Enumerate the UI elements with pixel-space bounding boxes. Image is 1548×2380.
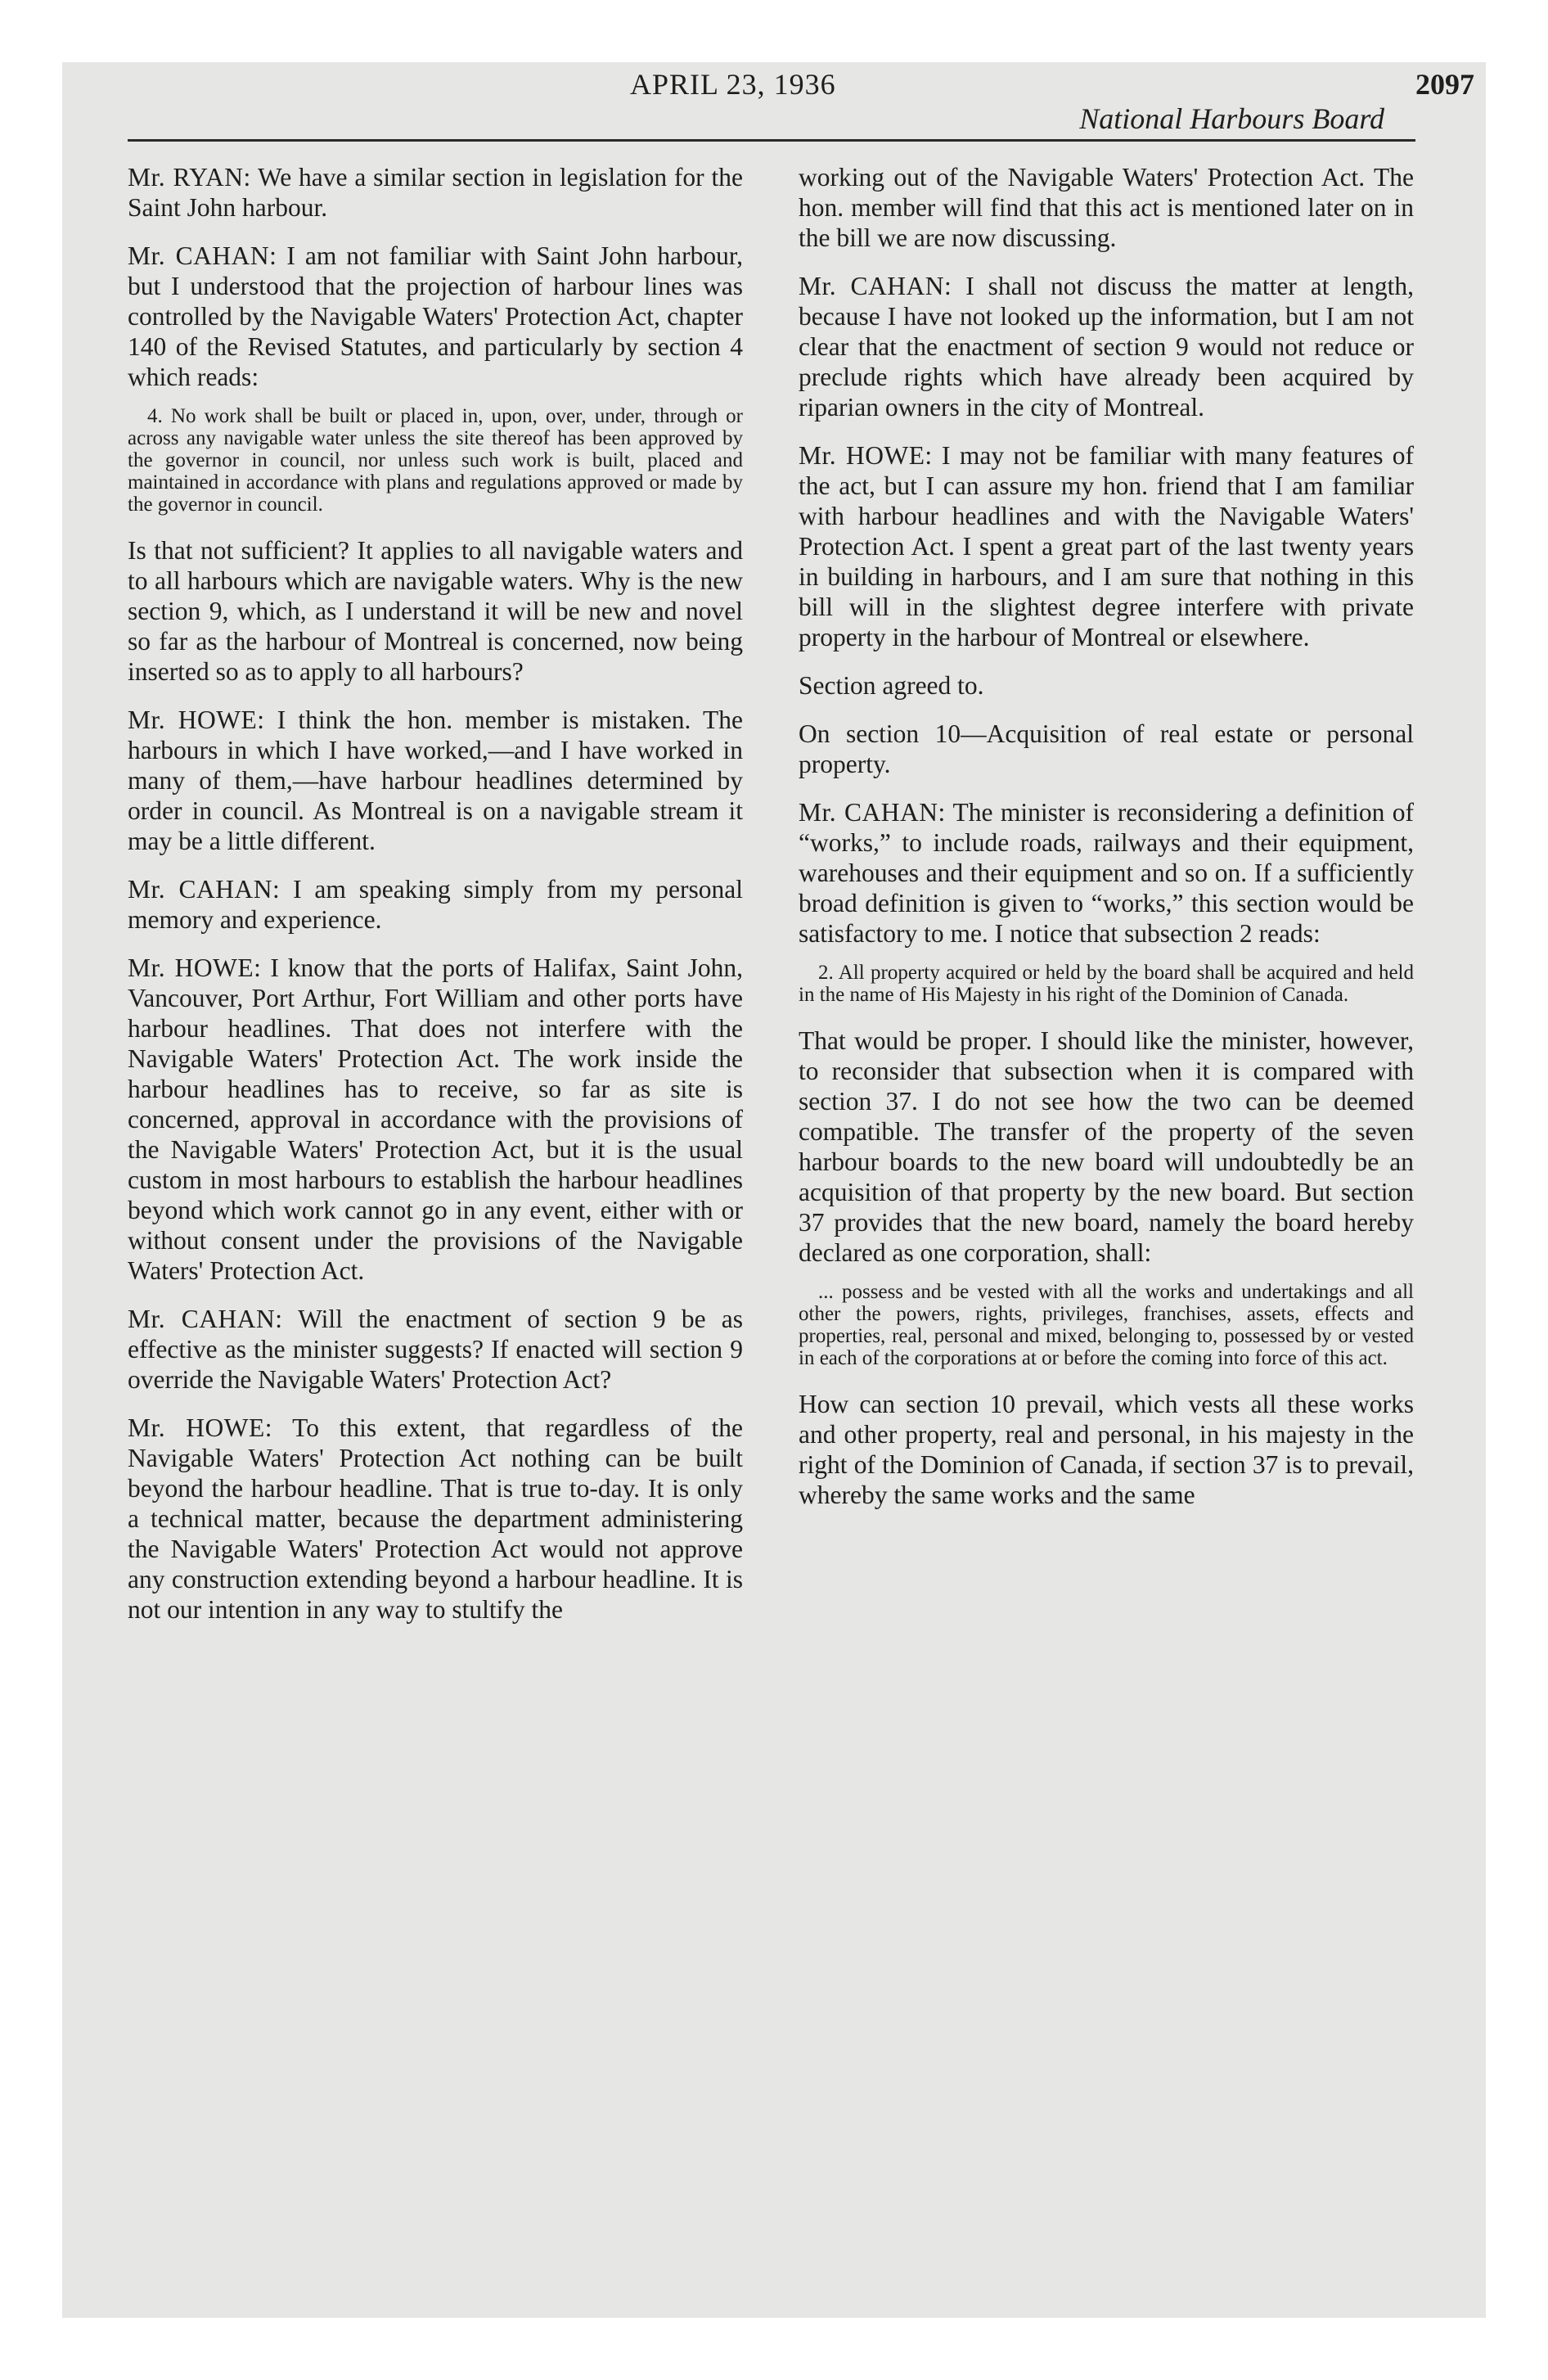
left-column xyxy=(128,162,743,1643)
header-rule xyxy=(128,139,1415,142)
paragraph-text: How can section 10 prevail, which vests all these works and other property, real and personal, in his majesty in the right of the Dominion of Canada, if section 37 is to prevail, whereby the same works and the same xyxy=(799,1390,1414,1509)
paragraph-text: That would be proper. I should like the minister, however, to reconsider that subsection when it is compared with section 37. I do not see how the two can be deemed compatible. The transfer of the property of the seven harbour boards to the new board will undoubtedly be an acquisition of that property by the new board. But section 37 provides that the new board, namely the board hereby declared as one corporation, shall: xyxy=(799,1026,1414,1267)
paragraph xyxy=(128,1304,743,1395)
page-number: 2097 xyxy=(1415,68,1474,101)
paragraph xyxy=(128,241,743,392)
paragraph xyxy=(128,162,743,223)
paragraph-text: I shall not discuss the matter at length, because I have not looked up the information, but I am not clear that the enactment of section 9 would not reduce or preclude rights which have already been acquired by riparian owners in the city of Montreal. xyxy=(799,272,1415,421)
paragraph-text: I am speaking simply from my personal memory and experience. xyxy=(128,875,744,934)
speaker-name: Mr. HOWE: xyxy=(128,953,262,982)
paragraph-text: I am not familiar with Saint John harbour, but I understood that the projection of harbour lines was controlled by the Navigable Waters' Protection Act, chapter 140 of the Revised Statutes, and particularly by section 4 which reads: xyxy=(128,241,743,391)
speaker-name: Mr. HOWE: xyxy=(799,441,933,470)
paragraph-text: I know that the ports of Halifax, Saint John, Vancouver, Port Arthur, Fort William and other ports have harbour headlines. That does not interfere with the Navigable Waters' Protection Act. The work inside the harbour headlines has to receive, so far as site is concerned, approval in accordance with the provisions of the Navigable Waters' Protection Act, but it is the usual custom in most harbours to establish the harbour headlines beyond which work cannot go in any event, either with or without consent under the provisions of the Navigable Waters' Protection Act. xyxy=(128,953,743,1285)
paragraph-text: Will the enactment of section 9 be as effective as the minister suggests? If enacted will section 9 override the Navigable Waters' Protection Act? xyxy=(128,1305,744,1394)
paragraph xyxy=(128,705,743,856)
paragraph-text: To this extent, that regardless of the Navigable Waters' Protection Act nothing can be built beyond the harbour headline. That is true to-day. It is only a technical matter, because the department administering the Navigable Waters' Protection Act would not approve any construction extending beyond a harbour headline. It is not our intention in any way to stultify the xyxy=(128,1413,744,1624)
speaker-name: Mr. CAHAN: xyxy=(799,272,952,300)
quoted-passage: 2. All property acquired or held by the board shall be acquired and held in the name of His Majesty in his right of the Dominion of Canada. xyxy=(799,962,1414,1006)
right-column xyxy=(799,162,1414,1528)
paragraph xyxy=(128,953,743,1286)
paragraph-text: I may not be familiar with many features of the act, but I can assure my hon. friend that I am familiar with harbour headlines and with the Navigable Waters' Protection Act. I spent a great part of the last twenty years in building in harbours, and I am sure that nothing in this bill will in the slightest degree interfere with private property in the harbour of Montreal or elsewhere. xyxy=(799,441,1415,651)
paragraph xyxy=(799,1389,1414,1510)
paragraph-text: The minister is reconsidering a definition of “works,” to include roads, railways and their equipment, warehouses and their equipment and so on. If a sufficiently broad definition is given to “works,” this section would be satisfactory to me. I notice that subsection 2 reads: xyxy=(799,798,1415,948)
speaker-name: Mr. CAHAN: xyxy=(128,241,277,270)
header-subtitle: National Harbours Board xyxy=(1079,102,1384,135)
paragraph xyxy=(128,874,743,935)
paragraph xyxy=(799,670,1414,701)
speaker-name: Mr. HOWE: xyxy=(128,705,265,734)
speaker-name: Mr. CAHAN: xyxy=(799,798,946,827)
speaker-name: Mr. CAHAN: xyxy=(128,1305,283,1333)
quoted-passage: 4. No work shall be built or placed in, upon, over, under, through or across any navigable water unless the site thereof has been approved by the governor in council, nor unless such work is built, placed and maintained in accordance with plans and regulations approved or made by the governor in council. xyxy=(128,405,743,516)
paragraph-text: On section 10—Acquisition of real estate or personal property. xyxy=(799,719,1414,778)
paragraph xyxy=(799,271,1414,422)
paragraph-text: We have a similar section in legislation for the Saint John harbour. xyxy=(128,163,743,222)
paragraph xyxy=(128,1413,743,1625)
quoted-passage: ... possess and be vested with all the works and undertakings and all other the powers, rights, privileges, franchises, assets, effects and properties, real, personal and mixed, belonging to, possessed by or vested in each of the corporations at or before the coming into force of this act. xyxy=(799,1281,1414,1369)
speaker-name: Mr. CAHAN: xyxy=(128,875,281,904)
paragraph-text: Section agreed to. xyxy=(799,671,984,700)
paragraph xyxy=(799,162,1414,253)
paragraph-text: Is that not sufficient? It applies to all navigable waters and to all harbours which are navigable waters. Why is the new section 9, which, as I understand it will be new and novel so far as the harbour of Montreal is concerned, now being inserted so as to apply to all harbours? xyxy=(128,536,743,686)
header-date: APRIL 23, 1936 xyxy=(630,68,836,101)
paragraph-text: I think the hon. member is mistaken. The harbours in which I have worked,—and I have worked in many of them,—have harbour headlines determined by order in council. As Montreal is on a navigable stream it may be a little different. xyxy=(128,705,744,855)
paragraph xyxy=(799,719,1414,779)
speaker-name: Mr. HOWE: xyxy=(128,1413,273,1442)
paragraph xyxy=(799,440,1414,652)
paragraph-text: working out of the Navigable Waters' Protection Act. The hon. member will find that this act is mentioned later on in the bill we are now discussing. xyxy=(799,163,1414,252)
speaker-name: Mr. RYAN: xyxy=(128,163,251,192)
paragraph xyxy=(799,797,1414,949)
paragraph xyxy=(128,535,743,687)
paragraph xyxy=(799,1025,1414,1268)
